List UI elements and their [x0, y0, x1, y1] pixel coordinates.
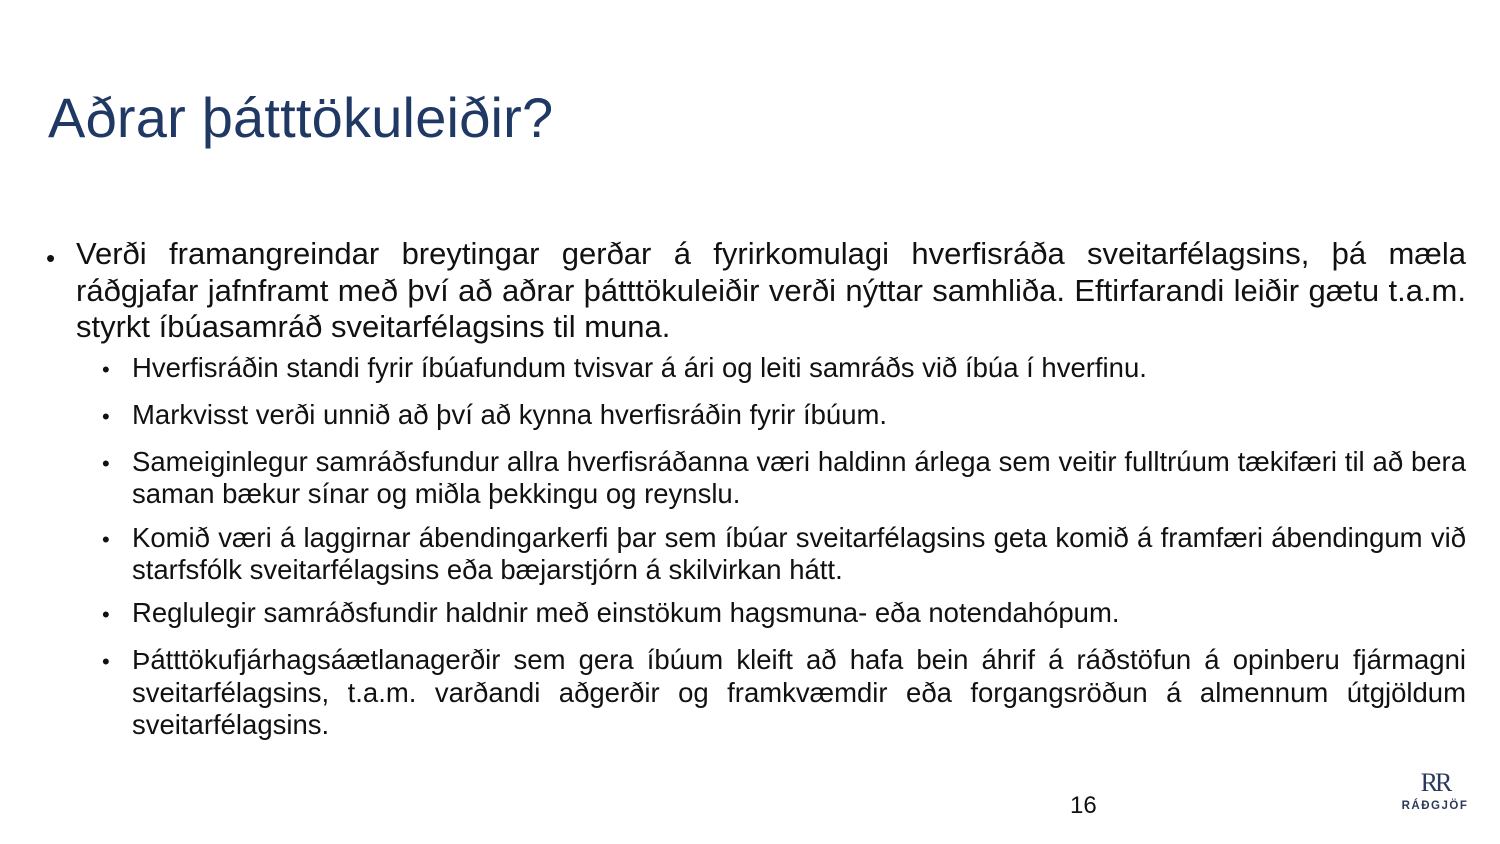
sub-bullet-text: Markvisst verði unnið að því að kynna hverfisráðin fyrir íbúum. — [132, 398, 888, 430]
sub-bullet-text: Sameiginlegur samráðsfundur allra hverfisráðanna væri haldinn árlega sem veitir fulltrúum tækifæri til að bera saman bækur sínar og miðla þekkingu og reynslu. — [132, 445, 1466, 510]
sub-bullet-list — [102, 352, 1466, 742]
bullet-dot-icon: • — [102, 403, 110, 429]
bullet-item — [46, 236, 1466, 346]
bullet-dot-icon: • — [102, 450, 110, 476]
bullet-text: Verði framangreindar breytingar gerðar á fyrirkomulagi hverfisráða sveitarfélagsins, þá mæla ráðgjafar jafnframt með því að aðrar þátttökuleiðir verði nýttar samhliða. Eftirfarandi leiðir gætu t.a.m. styrkt íbúasamráð sveitarfélagsins til muna. — [76, 236, 1466, 345]
bullet-dot-icon: • — [102, 602, 110, 628]
sub-bullet-item — [102, 644, 1466, 741]
bullet-dot-icon: • — [102, 526, 110, 552]
logo-mark-icon: RR — [1420, 768, 1450, 797]
sub-bullet-text: Hverfisráðin standi fyrir íbúafundum tvisvar á ári og leiti samráðs við íbúa í hverfinu. — [132, 351, 1147, 383]
company-logo — [1395, 770, 1475, 812]
page-number: 16 — [1070, 792, 1097, 819]
sub-bullet-item — [102, 446, 1466, 511]
sub-bullet-item — [102, 352, 1466, 388]
slide-title: Aðrar þátttökuleiðir? — [48, 86, 554, 149]
sub-bullet-text: Reglulegir samráðsfundir haldnir með einstökum hagsmuna- eða notendahópum. — [132, 597, 1120, 629]
sub-bullet-text: Komið væri á laggirnar ábendingarkerfi þar sem íbúar sveitarfélagsins geta komið á framfæri ábendingum við starfsfólk sveitarfélagsins eða bæjarstjórn á skilvirkan hátt. — [132, 521, 1466, 586]
sub-bullet-item — [102, 522, 1466, 587]
slide-content — [46, 236, 1466, 753]
bullet-dot-icon: • — [102, 356, 110, 382]
bullet-dot-icon: • — [102, 649, 110, 675]
sub-bullet-item — [102, 597, 1466, 633]
sub-bullet-item — [102, 399, 1466, 435]
bullet-dot-icon: • — [46, 243, 56, 273]
logo-text: RÁÐGJÖF — [1401, 800, 1469, 812]
sub-bullet-text: Þátttökufjárhagsáætlanagerðir sem gera íbúum kleift að hafa bein áhrif á ráðstöfun á opinberu fjármagni sveitarfélagsins, t.a.m. varðandi aðgerðir og framkvæmdir eða forgangsröðun á almennum útgjöldum sveitarfélagsins. — [132, 644, 1466, 741]
